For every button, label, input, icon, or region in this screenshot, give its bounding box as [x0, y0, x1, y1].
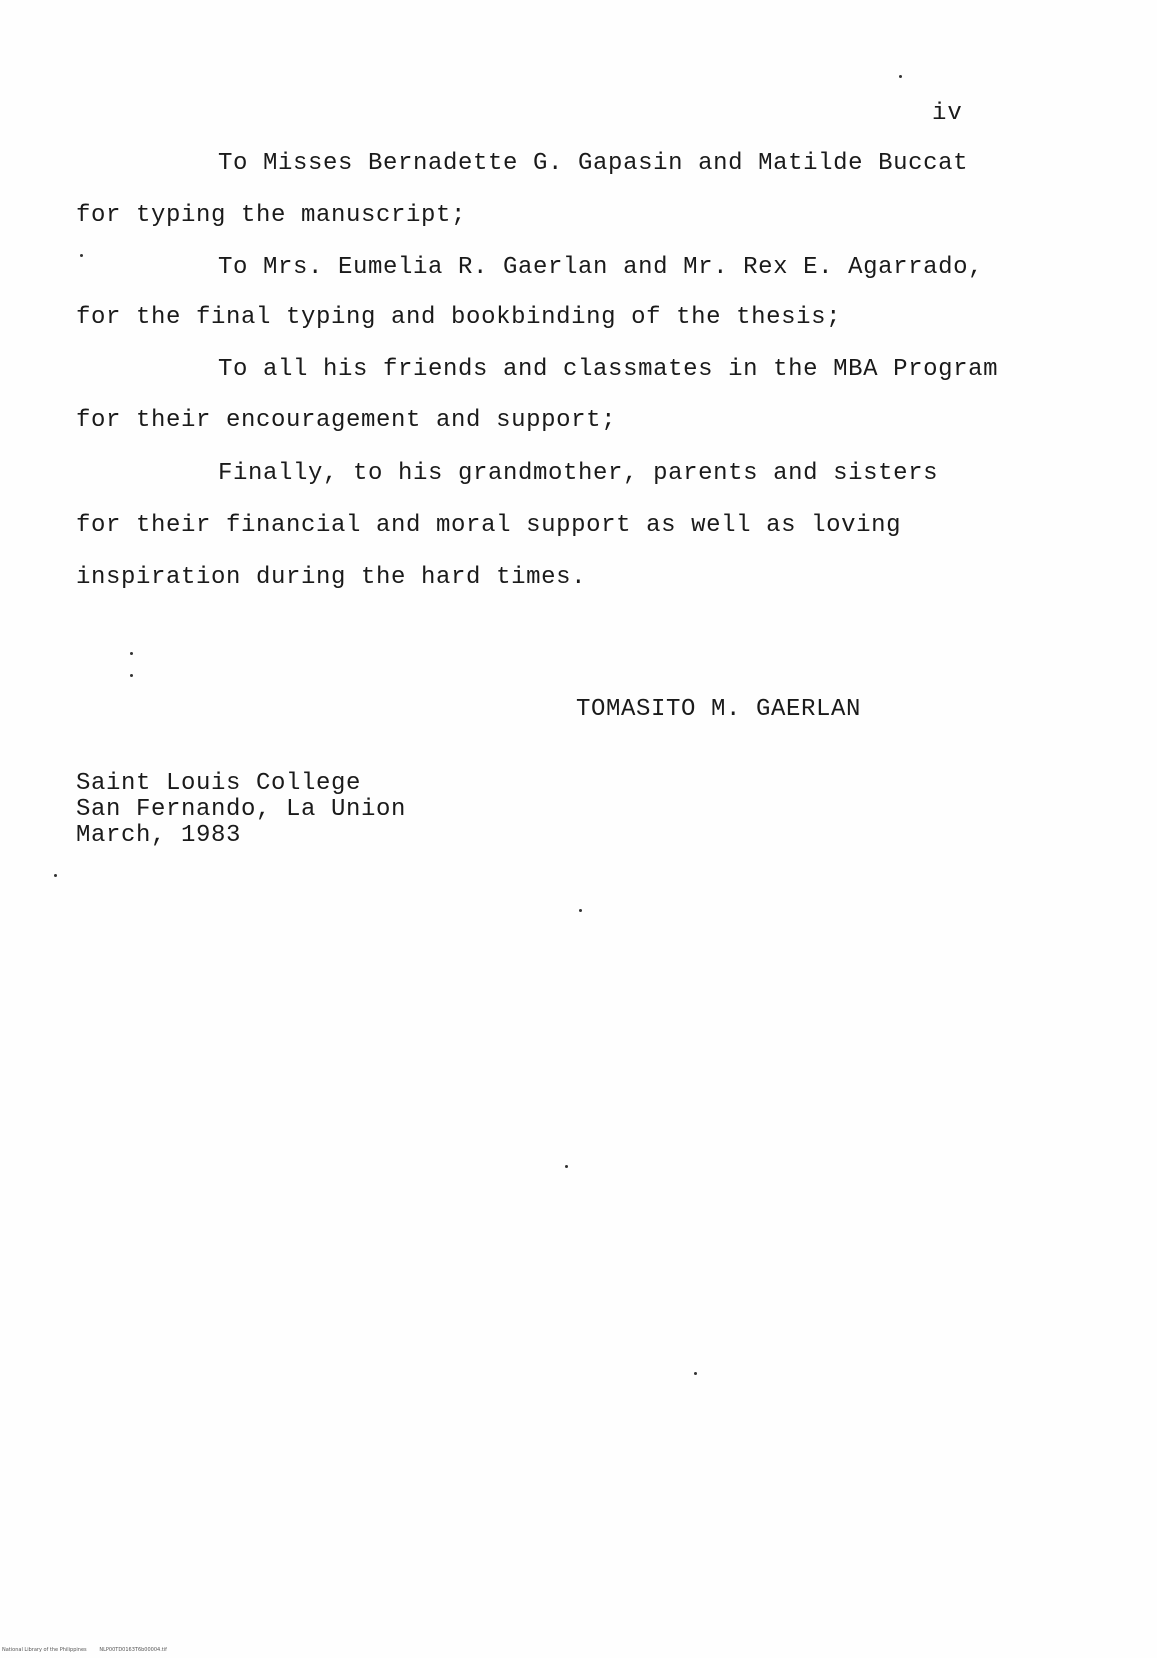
- paragraph-1-line-2: for typing the manuscript;: [76, 202, 467, 229]
- paragraph-2-line-1: To Mrs. Eumelia R. Gaerlan and Mr. Rex E. Agarrado,: [218, 254, 984, 281]
- page-number: iv: [932, 100, 963, 127]
- signature-name: TOMASITO M. GAERLAN: [576, 696, 862, 723]
- scan-speck: [80, 254, 83, 257]
- scan-speck: [130, 674, 133, 677]
- paragraph-2-line-2: for the final typing and bookbinding of the thesis;: [76, 304, 842, 331]
- paragraph-3-line-1: To all his friends and classmates in the MBA Program: [218, 356, 999, 383]
- address-location: San Fernando, La Union: [76, 796, 407, 823]
- scan-speck: [54, 874, 57, 877]
- scan-footer: [2, 1647, 167, 1653]
- footer-file-id: NLP00TD0163T6b00004.tif: [99, 1647, 167, 1653]
- footer-library: National Library of the Philippines: [2, 1647, 87, 1653]
- address-date: March, 1983: [76, 822, 242, 849]
- scan-speck: [579, 909, 582, 912]
- paragraph-4-line-3: inspiration during the hard times.: [76, 564, 587, 591]
- scan-speck: [694, 1372, 697, 1375]
- paragraph-1-line-1: To Misses Bernadette G. Gapasin and Matilde Buccat: [218, 150, 969, 177]
- scan-speck: [565, 1165, 568, 1168]
- scan-speck: [130, 652, 133, 655]
- paragraph-4-line-2: for their financial and moral support as well as loving: [76, 512, 902, 539]
- scan-speck: [899, 75, 902, 78]
- paragraph-4-line-1: Finally, to his grandmother, parents and sisters: [218, 460, 939, 487]
- paragraph-3-line-2: for their encouragement and support;: [76, 407, 617, 434]
- address-institution: Saint Louis College: [76, 770, 362, 797]
